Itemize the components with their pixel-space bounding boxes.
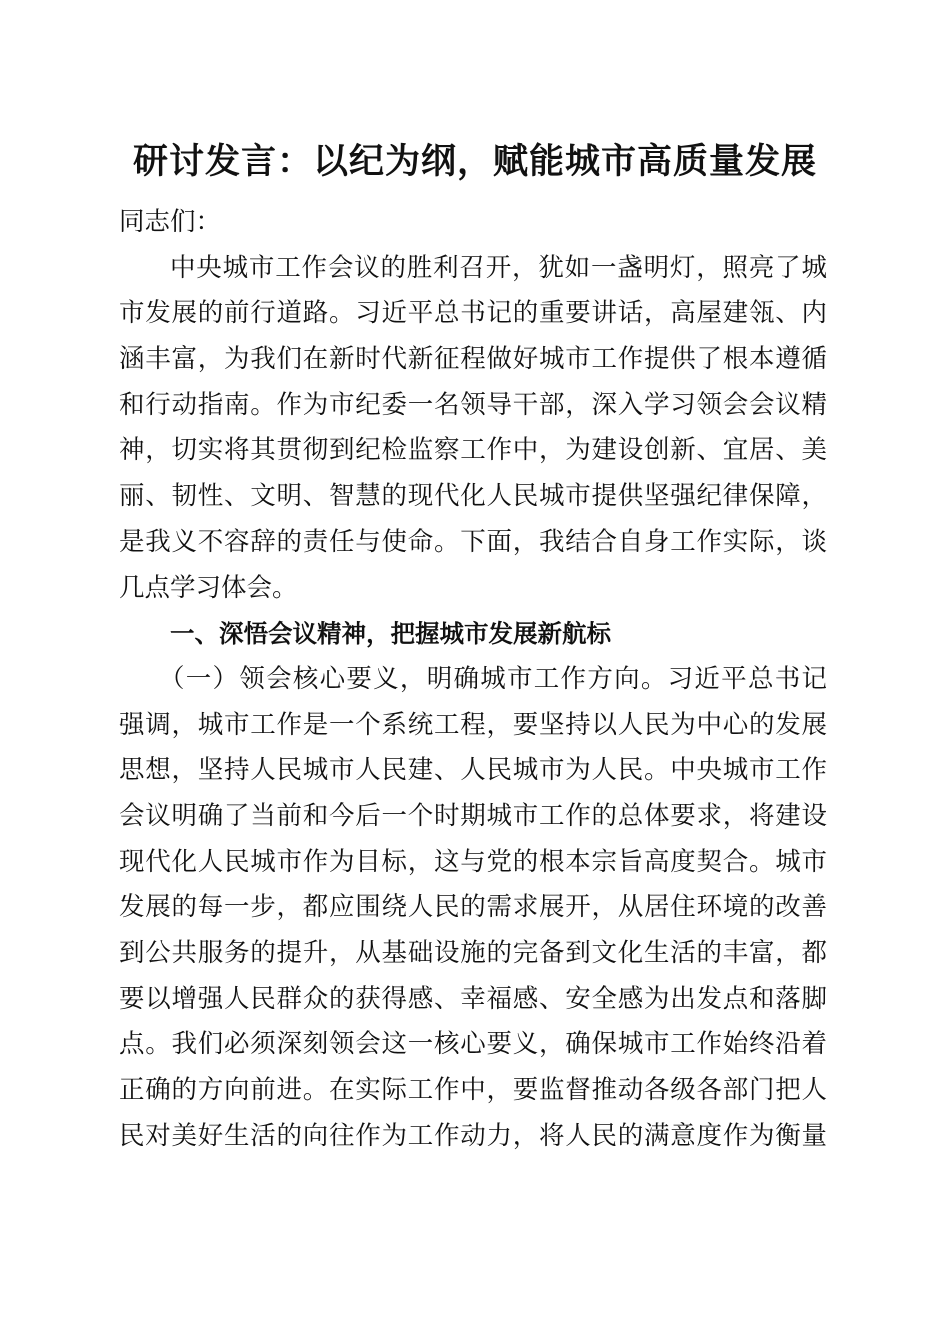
paragraph-line: 思想，坚持人民城市人民建、人民城市为人民。中央城市工作 [119, 755, 827, 786]
intro-line: 市发展的前行道路。习近平总书记的重要讲话，高屋建瓴、内 [119, 298, 827, 329]
intro-line: 丽、韧性、文明、智慧的现代化人民城市提供坚强纪律保障， [119, 481, 827, 512]
paragraph-line: 发展的每一步，都应围绕人民的需求展开，从居住环境的改善 [119, 892, 827, 923]
paragraph-line: 会议明确了当前和今后一个时期城市工作的总体要求，将建设 [119, 800, 827, 831]
section-heading: 一、深悟会议精神，把握城市发展新航标 [170, 619, 611, 649]
salutation: 同志们： [119, 207, 222, 237]
paragraph-line: 要以增强人民群众的获得感、幸福感、安全感为出发点和落脚 [119, 983, 827, 1014]
document-body [119, 200, 827, 1159]
intro-line: 和行动指南。作为市纪委一名领导干部，深入学习领会会议精 [119, 389, 827, 420]
intro-line: 涵丰富，为我们在新时代新征程做好城市工作提供了根本遵循 [119, 344, 827, 375]
paragraph-line: 现代化人民城市作为目标，这与党的根本宗旨高度契合。城市 [119, 846, 827, 877]
paragraph-line: 点。我们必须深刻领会这一核心要义，确保城市工作始终沿着 [119, 1029, 827, 1060]
paragraph-line: 民对美好生活的向往作为工作动力，将人民的满意度作为衡量 [119, 1120, 827, 1151]
paragraph-line: （一）领会核心要义，明确城市工作方向。习近平总书记 [159, 663, 827, 694]
document-title: 研讨发言：以纪为纲，赋能城市高质量发展 [132, 141, 817, 182]
paragraph-line: 到公共服务的提升，从基础设施的完备到文化生活的丰富，都 [119, 938, 827, 968]
paragraph-line: 正确的方向前进。在实际工作中，要监督推动各级各部门把人 [119, 1075, 827, 1106]
intro-line: 神，切实将其贯彻到纪检监察工作中，为建设创新、宜居、美 [119, 435, 827, 466]
intro-line: 中央城市工作会议的胜利召开，犹如一盏明灯，照亮了城 [170, 252, 827, 283]
intro-line: 几点学习体会。 [119, 572, 298, 603]
paragraph-line: 强调，城市工作是一个系统工程，要坚持以人民为中心的发展 [119, 709, 827, 740]
intro-line: 是我义不容辞的责任与使命。下面，我结合自身工作实际，谈 [119, 526, 827, 557]
